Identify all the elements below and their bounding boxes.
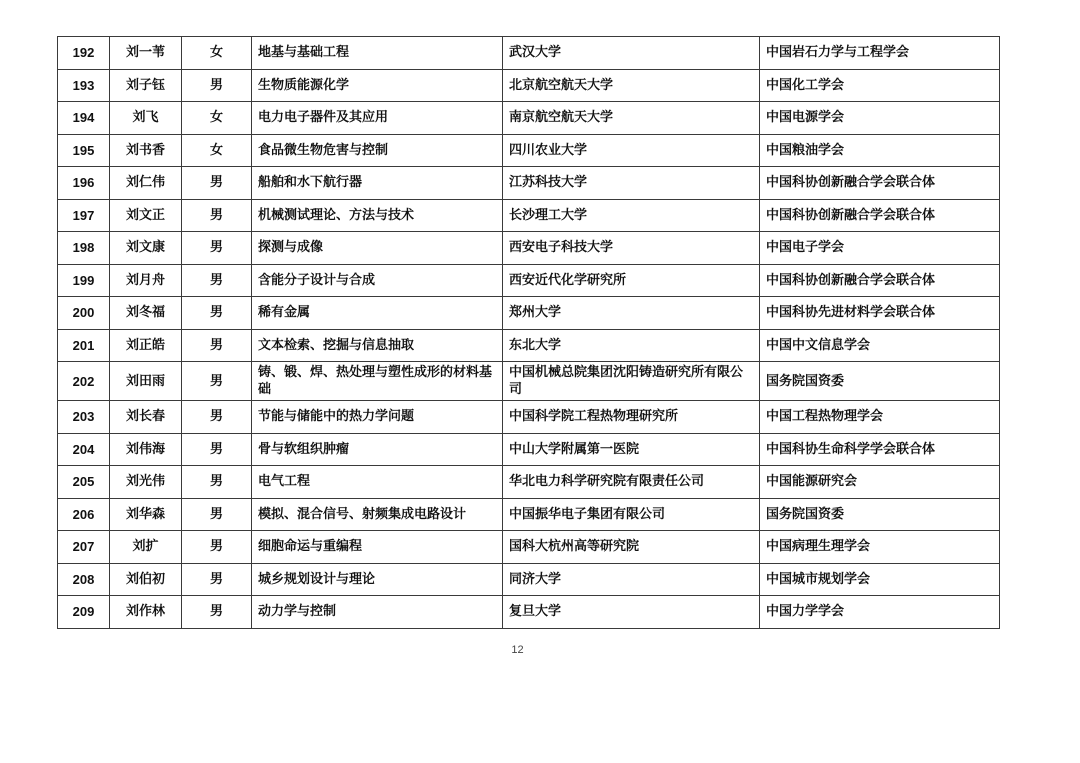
table-row: [58, 134, 1000, 167]
research-field-cell: 城乡规划设计与理论: [252, 563, 503, 596]
person-name-cell: 刘长春: [110, 401, 182, 434]
recommending-org-cell: 中国岩石力学与工程学会: [760, 37, 1000, 70]
work-unit-cell: 国科大杭州高等研究院: [503, 531, 760, 564]
person-name-cell: 刘伯初: [110, 563, 182, 596]
table-row: [58, 362, 1000, 401]
recommending-org-cell: 中国病理生理学会: [760, 531, 1000, 564]
recommending-org-cell: 中国工程热物理学会: [760, 401, 1000, 434]
research-field-cell: 稀有金属: [252, 297, 503, 330]
research-field-cell: 细胞命运与重编程: [252, 531, 503, 564]
gender-cell: 女: [182, 102, 252, 135]
row-number-cell: 206: [58, 498, 110, 531]
research-field-cell: 骨与软组织肿瘤: [252, 433, 503, 466]
person-name-cell: 刘文康: [110, 232, 182, 265]
row-number-cell: 193: [58, 69, 110, 102]
person-name-cell: 刘冬福: [110, 297, 182, 330]
row-number-cell: 197: [58, 199, 110, 232]
work-unit-cell: 西安电子科技大学: [503, 232, 760, 265]
row-number-cell: 198: [58, 232, 110, 265]
recommending-org-cell: 中国城市规划学会: [760, 563, 1000, 596]
nominee-table: [57, 36, 1000, 629]
research-field-cell: 文本检索、挖掘与信息抽取: [252, 329, 503, 362]
row-number-cell: 200: [58, 297, 110, 330]
person-name-cell: 刘扩: [110, 531, 182, 564]
recommending-org-cell: 中国科协先进材料学会联合体: [760, 297, 1000, 330]
research-field-cell: 生物质能源化学: [252, 69, 503, 102]
person-name-cell: 刘作林: [110, 596, 182, 629]
recommending-org-cell: 中国化工学会: [760, 69, 1000, 102]
row-number-cell: 192: [58, 37, 110, 70]
work-unit-cell: 江苏科技大学: [503, 167, 760, 200]
table-row: [58, 401, 1000, 434]
work-unit-cell: 中国科学院工程热物理研究所: [503, 401, 760, 434]
gender-cell: 男: [182, 596, 252, 629]
row-number-cell: 203: [58, 401, 110, 434]
row-number-cell: 194: [58, 102, 110, 135]
recommending-org-cell: 中国科协创新融合学会联合体: [760, 167, 1000, 200]
table-row: [58, 199, 1000, 232]
gender-cell: 男: [182, 69, 252, 102]
table-row: [58, 498, 1000, 531]
row-number-cell: 195: [58, 134, 110, 167]
work-unit-cell: 南京航空航天大学: [503, 102, 760, 135]
research-field-cell: 食品微生物危害与控制: [252, 134, 503, 167]
gender-cell: 女: [182, 37, 252, 70]
gender-cell: 男: [182, 498, 252, 531]
row-number-cell: 208: [58, 563, 110, 596]
gender-cell: 男: [182, 264, 252, 297]
research-field-cell: 地基与基础工程: [252, 37, 503, 70]
table-row: [58, 264, 1000, 297]
research-field-cell: 模拟、混合信号、射频集成电路设计: [252, 498, 503, 531]
table-row: [58, 563, 1000, 596]
table-row: [58, 531, 1000, 564]
row-number-cell: 196: [58, 167, 110, 200]
gender-cell: 男: [182, 362, 252, 401]
person-name-cell: 刘子钰: [110, 69, 182, 102]
research-field-cell: 电力电子器件及其应用: [252, 102, 503, 135]
work-unit-cell: 北京航空航天大学: [503, 69, 760, 102]
work-unit-cell: 复旦大学: [503, 596, 760, 629]
person-name-cell: 刘月舟: [110, 264, 182, 297]
gender-cell: 男: [182, 433, 252, 466]
work-unit-cell: 同济大学: [503, 563, 760, 596]
table-row: [58, 466, 1000, 499]
recommending-org-cell: 中国科协创新融合学会联合体: [760, 199, 1000, 232]
page-number: 12: [511, 644, 524, 656]
research-field-cell: 探测与成像: [252, 232, 503, 265]
gender-cell: 男: [182, 531, 252, 564]
table-row: [58, 69, 1000, 102]
table-body: [58, 37, 1000, 629]
research-field-cell: 机械测试理论、方法与技术: [252, 199, 503, 232]
table-row: [58, 37, 1000, 70]
gender-cell: 男: [182, 232, 252, 265]
recommending-org-cell: 国务院国资委: [760, 498, 1000, 531]
person-name-cell: 刘光伟: [110, 466, 182, 499]
gender-cell: 男: [182, 563, 252, 596]
row-number-cell: 204: [58, 433, 110, 466]
table-row: [58, 232, 1000, 265]
recommending-org-cell: 中国能源研究会: [760, 466, 1000, 499]
work-unit-cell: 武汉大学: [503, 37, 760, 70]
gender-cell: 男: [182, 329, 252, 362]
row-number-cell: 209: [58, 596, 110, 629]
row-number-cell: 199: [58, 264, 110, 297]
work-unit-cell: 东北大学: [503, 329, 760, 362]
person-name-cell: 刘正皓: [110, 329, 182, 362]
research-field-cell: 动力学与控制: [252, 596, 503, 629]
person-name-cell: 刘书香: [110, 134, 182, 167]
table-row: [58, 329, 1000, 362]
research-field-cell: 铸、锻、焊、热处理与塑性成形的材料基础: [252, 362, 503, 401]
work-unit-cell: 郑州大学: [503, 297, 760, 330]
recommending-org-cell: 中国粮油学会: [760, 134, 1000, 167]
table-row: [58, 167, 1000, 200]
work-unit-cell: 四川农业大学: [503, 134, 760, 167]
work-unit-cell: 长沙理工大学: [503, 199, 760, 232]
row-number-cell: 205: [58, 466, 110, 499]
research-field-cell: 船舶和水下航行器: [252, 167, 503, 200]
work-unit-cell: 西安近代化学研究所: [503, 264, 760, 297]
person-name-cell: 刘伟海: [110, 433, 182, 466]
person-name-cell: 刘仁伟: [110, 167, 182, 200]
row-number-cell: 202: [58, 362, 110, 401]
gender-cell: 男: [182, 167, 252, 200]
person-name-cell: 刘田雨: [110, 362, 182, 401]
table-row: [58, 102, 1000, 135]
table-row: [58, 297, 1000, 330]
recommending-org-cell: 中国中文信息学会: [760, 329, 1000, 362]
research-field-cell: 节能与储能中的热力学问题: [252, 401, 503, 434]
person-name-cell: 刘文正: [110, 199, 182, 232]
recommending-org-cell: 中国力学学会: [760, 596, 1000, 629]
gender-cell: 男: [182, 401, 252, 434]
row-number-cell: 207: [58, 531, 110, 564]
recommending-org-cell: 中国科协创新融合学会联合体: [760, 264, 1000, 297]
person-name-cell: 刘一苇: [110, 37, 182, 70]
person-name-cell: 刘华森: [110, 498, 182, 531]
recommending-org-cell: 中国电子学会: [760, 232, 1000, 265]
work-unit-cell: 华北电力科学研究院有限责任公司: [503, 466, 760, 499]
table-row: [58, 433, 1000, 466]
gender-cell: 男: [182, 466, 252, 499]
gender-cell: 男: [182, 199, 252, 232]
recommending-org-cell: 国务院国资委: [760, 362, 1000, 401]
person-name-cell: 刘飞: [110, 102, 182, 135]
research-field-cell: 电气工程: [252, 466, 503, 499]
row-number-cell: 201: [58, 329, 110, 362]
work-unit-cell: 中山大学附属第一医院: [503, 433, 760, 466]
gender-cell: 男: [182, 297, 252, 330]
gender-cell: 女: [182, 134, 252, 167]
recommending-org-cell: 中国科协生命科学学会联合体: [760, 433, 1000, 466]
recommending-org-cell: 中国电源学会: [760, 102, 1000, 135]
table-row: [58, 596, 1000, 629]
work-unit-cell: 中国振华电子集团有限公司: [503, 498, 760, 531]
research-field-cell: 含能分子设计与合成: [252, 264, 503, 297]
work-unit-cell: 中国机械总院集团沈阳铸造研究所有限公司: [503, 362, 760, 401]
